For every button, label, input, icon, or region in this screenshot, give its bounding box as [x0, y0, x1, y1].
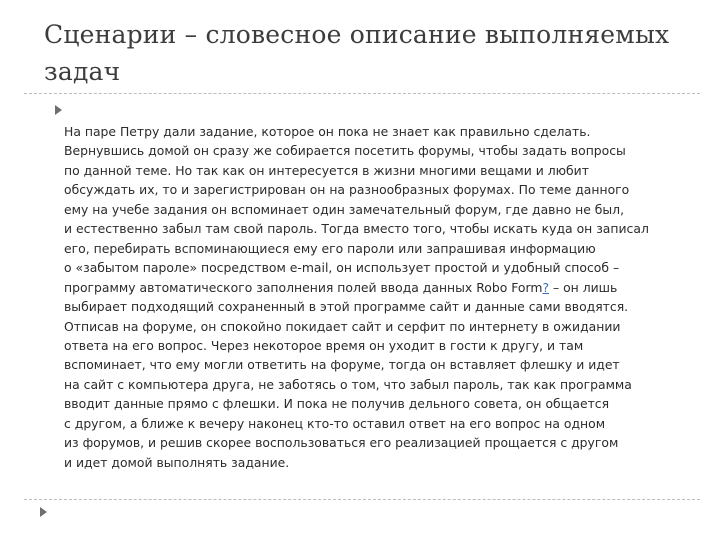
text-line: На паре Петру дали задание, которое он пока не знает как правильно сделать.	[64, 124, 591, 139]
scenario-text	[64, 122, 664, 472]
text-line: его, перебирать вспоминающиеся ему его пароли или запрашивая информацию	[64, 240, 596, 256]
text-line: выбирает подходящий сохраненный в этой программе сайт и данные сами вводятся.	[64, 299, 629, 315]
text-line: о «забытом пароле» посредством e-mail, он использует простой и удобный способ –	[64, 260, 620, 276]
text-line: с другом, а ближе к вечеру наконец кто-то оставил ответ на его вопрос на одном	[64, 415, 606, 431]
text-segment: программу автоматического заполнения полей ввода данных Robo Form	[64, 279, 543, 295]
text-line: и идет домой выполнять задание.	[64, 454, 290, 470]
text-line: вводит данные прямо с флешки. И пока не получив дельного совета, он общается	[64, 396, 610, 412]
text-line: из форумов, и решив скорее воспользоваться его реализацией прощается с другом	[64, 435, 619, 451]
text-line: на сайт с компьютера друга, не заботясь о том, что забыл пароль, так как программа	[64, 376, 632, 392]
text-line: ему на учебе задания он вспоминает один замечательный форум, где давно не был,	[64, 201, 625, 217]
text-line: обсуждать их, то и зарегистрирован он на разнообразных форумах. По теме данного	[64, 182, 630, 198]
slide-title-line-1: Сценарии – словесное описание выполняемых	[44, 20, 670, 49]
text-line: вспоминает, что ему могли ответить на форуме, тогда он вставляет флешку и идет	[64, 357, 620, 373]
slide-title-line-2: задач	[44, 57, 121, 86]
text-line: и естественно забыл там свой пароль. Тогда вместо того, чтобы искать куда он записал	[64, 221, 649, 237]
robo-form-link[interactable]: ?	[542, 279, 550, 295]
text-line-with-link	[64, 278, 664, 297]
slide-title	[44, 16, 684, 90]
text-line: Вернувшись домой он сразу же собирается посетить форумы, чтобы задать вопросы	[64, 143, 626, 159]
text-line: ответа на его вопрос. Через некоторое время он уходит в гости к другу, и там	[64, 337, 584, 353]
triangle-bullet-icon	[55, 105, 62, 115]
bottom-divider	[24, 499, 700, 500]
text-line: по данной теме. Но так как он интересуется в жизни многими вещами и любит	[64, 162, 589, 178]
text-line: Отписав на форуме, он спокойно покидает сайт и серфит по интернету в ожидании	[64, 318, 621, 334]
text-segment: – он лишь	[549, 279, 618, 295]
top-divider	[24, 93, 700, 94]
triangle-bullet-icon	[40, 507, 47, 517]
